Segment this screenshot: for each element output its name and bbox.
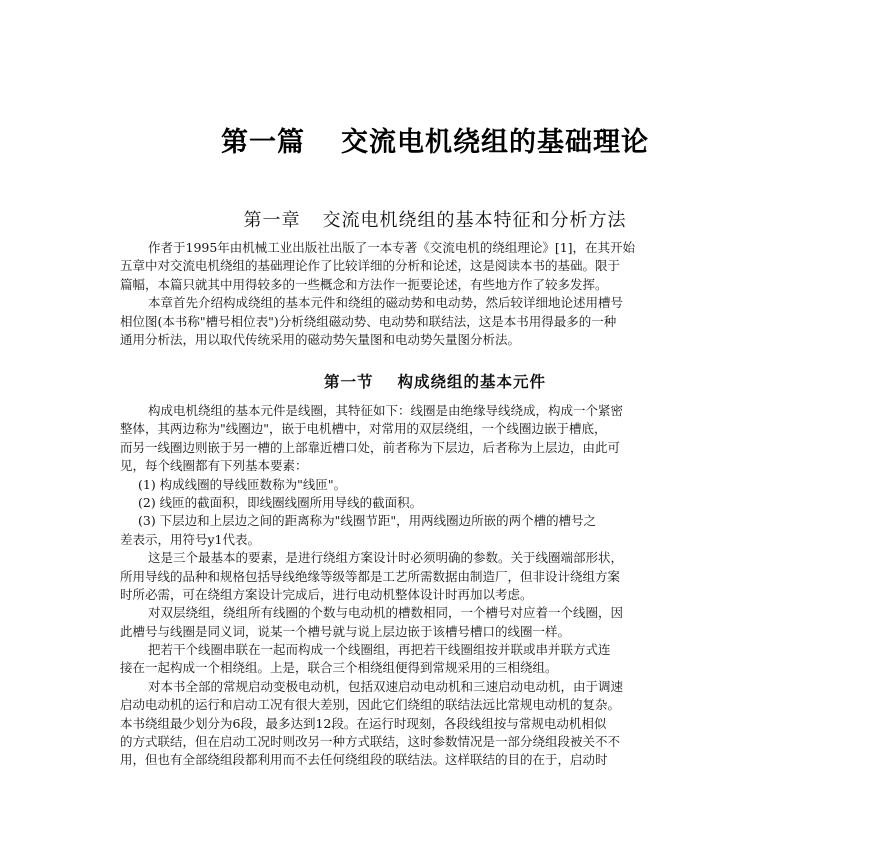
text-line: 相位图(本书称"槽号相位表")分析绕组磁动势、电动势和联结法，这是本书用得最多的一种 <box>120 313 617 329</box>
text-line: 这是三个最基本的要素，是进行绕组方案设计时必须明确的参数。关于线圈端部形状， <box>148 550 624 566</box>
text-line: 所用导线的品种和规格包括导线绝缘等级等都是工艺所需数据由制造厂，但非设计绕组方案 <box>120 568 621 584</box>
text-line: 整体，其两边称为"线圈边"，嵌于电机槽中，对常用的双层绕组，一个线圈边嵌于槽底， <box>120 421 607 437</box>
text-line: 作者于1995年由机械工业出版社出版了一本专著《交流电机的绕组理论》[1]，在其开始 <box>148 240 636 255</box>
list-item: (1) 构成线圈的导线匝数称为"线匝"。 <box>138 476 347 492</box>
text-line: 接在一起构成一个相绕组。上是，联合三个相绕组便得到常规采用的三相绕组。 <box>120 660 558 676</box>
text-line: 篇幅，本篇只就其中用得较多的一些概念和方法作一扼要论述，有些地方作了较多发挥。 <box>120 276 608 292</box>
section-title-text: 构成绕组的基本元件 <box>397 372 547 391</box>
text-line: 差表示，用符号y1代表。 <box>120 531 261 547</box>
chapter-title <box>0 206 870 232</box>
text-line: 用，但也有全部绕组段都利用而不去任何绕组段的联结法。这样联结的目的在于，启动时 <box>120 752 608 768</box>
text-line: 启动电动机的运行和启动工况有很大差别，因此它们绕组的联结法远比常规电动机的复杂。 <box>120 697 621 713</box>
chapter-title-text: 交流电机绕组的基本特征和分析方法 <box>322 210 627 231</box>
text-line: 时所必需，可在绕组方案设计完成后，进行电动机整体设计时再加以考虑。 <box>120 586 533 602</box>
text-line: 对双层绕组，绕组所有线圈的个数与电动机的槽数相同，一个槽号对应着一个线圈，因 <box>148 605 624 621</box>
chapter-intro <box>120 239 760 349</box>
chapter-number: 第一章 <box>243 210 301 231</box>
list-item: (2) 线匝的截面积，即线圈线圈所用导线的截面积。 <box>138 494 423 510</box>
list-item: (3) 下层边和上层边之间的距离称为"线圈节距"，用两线圈边所嵌的两个槽的槽号之 <box>138 513 597 529</box>
section-number: 第一节 <box>323 372 374 391</box>
section-body <box>120 402 760 770</box>
text-line: 对本书全部的常规启动变极电动机，包括双速启动电动机和三速启动电动机，由于调速 <box>148 678 624 694</box>
part-title-text: 交流电机绕组的基础理论 <box>341 127 649 158</box>
text-line: 把若干个线圈串联在一起而构成一个线圈组，再把若干线圈组按并联或串并联方式连 <box>148 642 611 658</box>
section-title <box>0 370 870 392</box>
text-line: 通用分析法，用以取代传统采用的磁动势矢量图和电动势矢量图分析法。 <box>120 331 521 347</box>
text-line: 构成电机绕组的基本元件是线圈，其特征如下：线圈是由绝缘导线绕成，构成一个紧密 <box>148 403 624 418</box>
text-line: 的方式联结，但在启动工况时则改另一种方式联结，这时参数情况是一部分绕组段被关不不 <box>120 734 621 750</box>
text-line: 五章中对交流电机绕组的基础理论作了比较详细的分析和论述，这是阅读本书的基础。限于 <box>120 258 621 274</box>
text-line: 而另一线圈边则嵌于另一槽的上部靠近槽口处，前者称为下层边，后者称为上层边，由此可 <box>120 439 621 455</box>
text-line: 本书绕组最少划分为6段，最多达到12段。在运行时现刻，各段线组按与常规电动机相似 <box>120 715 607 731</box>
part-number: 第一篇 <box>221 127 305 158</box>
text-line: 本章首先介绍构成绕组的基本元件和绕组的磁动势和电动势，然后较详细地论述用槽号 <box>148 295 624 311</box>
text-line: 此槽号与线圈是同义词，说某一个槽号就与说上层边嵌于该槽号槽口的线圈一样。 <box>120 623 571 639</box>
text-line: 见，每个线圈都有下列基本要素： <box>120 458 308 474</box>
part-title <box>0 120 870 159</box>
